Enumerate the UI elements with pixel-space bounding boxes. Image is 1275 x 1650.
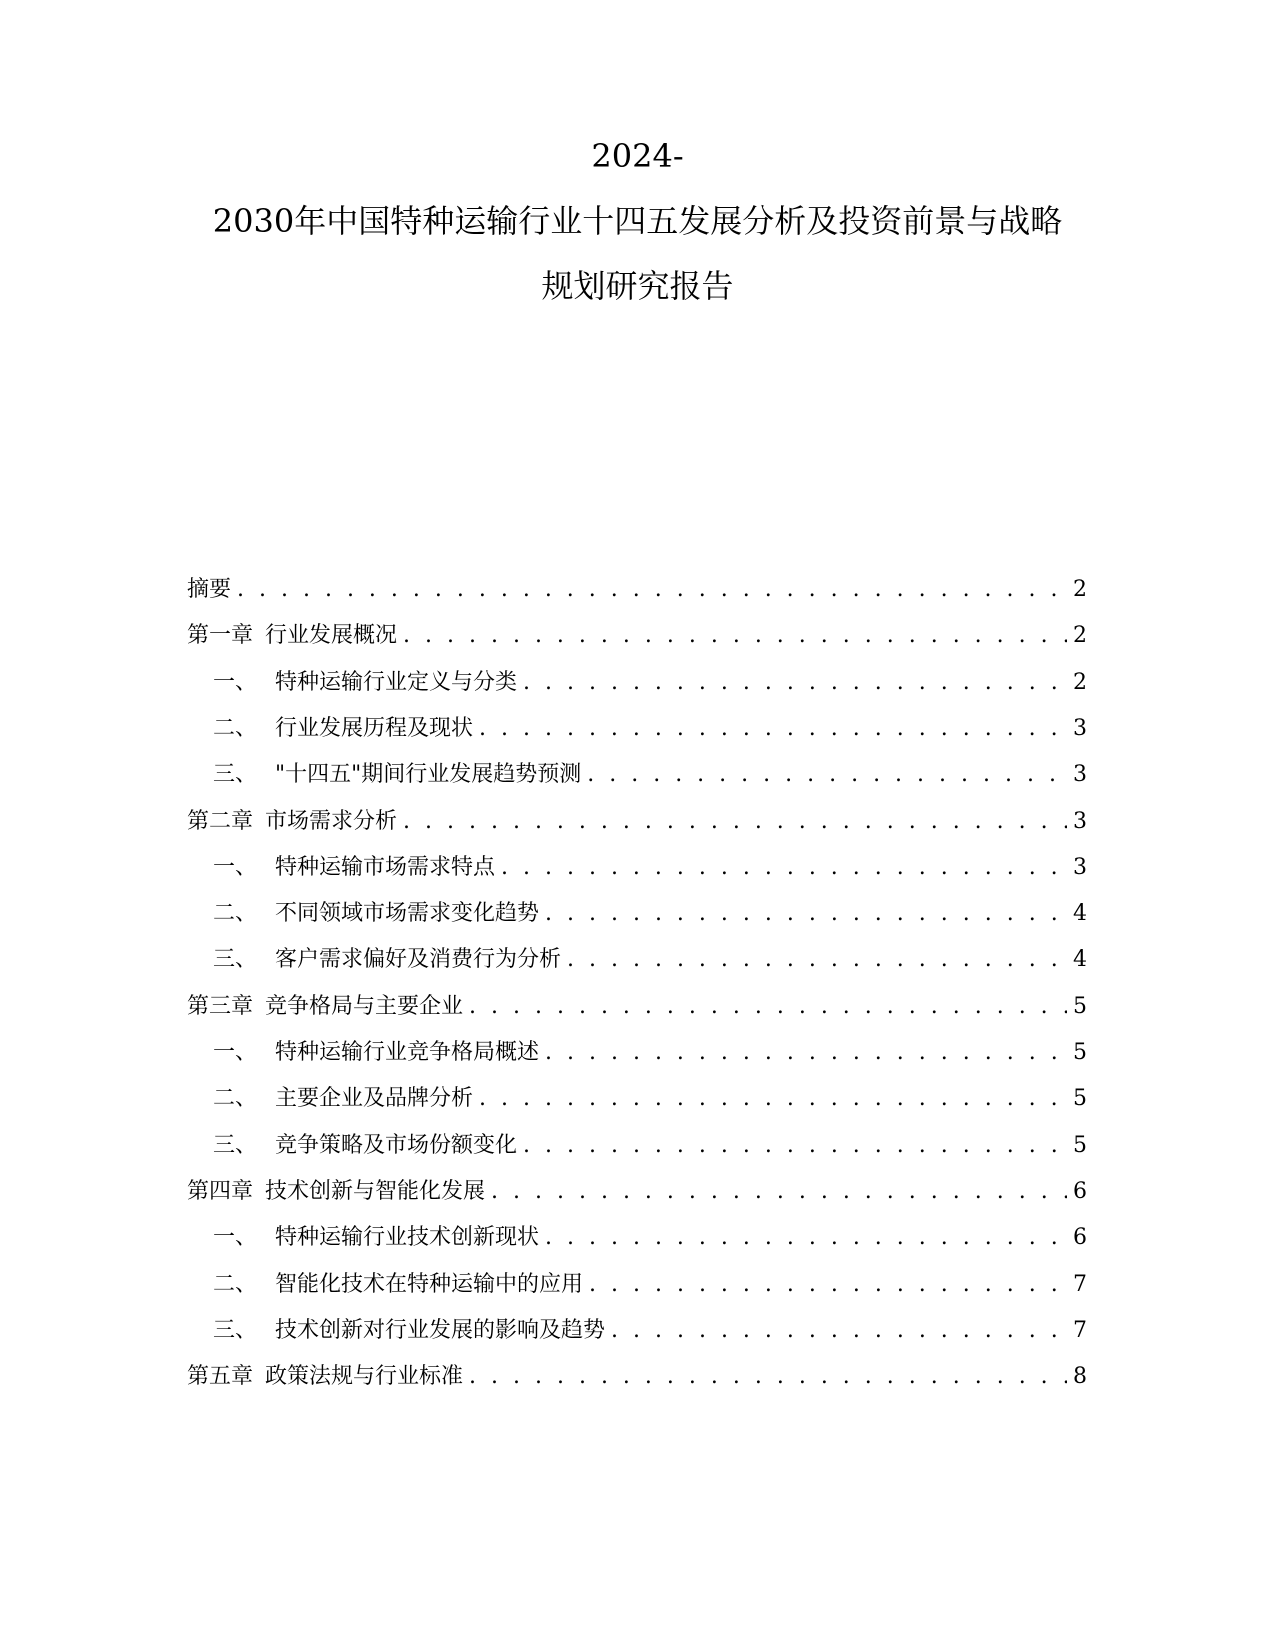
toc-page-number: 3 — [1073, 762, 1087, 787]
toc-entry[interactable] — [213, 1223, 1087, 1253]
toc-page-number: 3 — [1073, 716, 1087, 741]
toc-entry[interactable] — [213, 899, 1087, 929]
section-number: 二、 — [213, 1086, 258, 1111]
toc-page-number: 4 — [1073, 947, 1087, 972]
toc-entry-label: 不同领域市场需求变化趋势 — [275, 901, 540, 926]
toc-page-number: 5 — [1073, 1040, 1087, 1065]
toc-page-number: 5 — [1073, 994, 1087, 1019]
section-number: 三、 — [213, 1318, 258, 1343]
title-line-1: 2024- — [591, 137, 684, 175]
toc-entry-label: 市场需求分析 — [265, 809, 398, 834]
dot-leader — [403, 621, 1067, 651]
toc-page-number: 7 — [1073, 1272, 1087, 1297]
toc-page-number: 6 — [1073, 1225, 1087, 1250]
dot-leader — [545, 1038, 1067, 1068]
toc-entry[interactable] — [213, 1038, 1087, 1068]
chapter-number: 第三章 — [187, 994, 254, 1019]
toc-entry[interactable] — [187, 575, 1087, 605]
section-number: 二、 — [213, 901, 258, 926]
toc-entry-label: 摘要 — [187, 577, 232, 602]
toc-entry[interactable] — [213, 668, 1087, 698]
toc-entry-label: 主要企业及品牌分析 — [275, 1086, 474, 1111]
toc-page-number: 4 — [1073, 901, 1087, 926]
toc-page-number: 7 — [1073, 1318, 1087, 1343]
section-number: 一、 — [213, 1225, 258, 1250]
toc-page-number: 2 — [1073, 577, 1087, 602]
dot-leader — [567, 945, 1067, 975]
chapter-number: 第一章 — [187, 623, 254, 648]
toc-entry-label: 特种运输行业技术创新现状 — [275, 1225, 540, 1250]
toc-page-number: 2 — [1073, 623, 1087, 648]
section-number: 三、 — [213, 762, 258, 787]
dot-leader — [587, 760, 1067, 790]
toc-entry-label: 特种运输行业定义与分类 — [275, 670, 518, 695]
toc-page-number: 3 — [1073, 855, 1087, 880]
dot-leader — [523, 1131, 1067, 1161]
toc-entry[interactable] — [213, 1270, 1087, 1300]
dot-leader — [501, 853, 1067, 883]
toc-entry-label: 竞争格局与主要企业 — [265, 994, 464, 1019]
toc-entry-label: 智能化技术在特种运输中的应用 — [275, 1272, 584, 1297]
section-number: 二、 — [213, 716, 258, 741]
toc-entry[interactable] — [213, 714, 1087, 744]
dot-leader — [545, 1223, 1067, 1253]
title-line-3: 规划研究报告 — [541, 267, 734, 305]
dot-leader — [403, 807, 1067, 837]
section-number: 三、 — [213, 1133, 258, 1158]
dot-leader — [611, 1316, 1067, 1346]
section-number: 一、 — [213, 670, 258, 695]
toc-entry-label: 技术创新与智能化发展 — [265, 1179, 486, 1204]
toc-entry[interactable] — [187, 1177, 1087, 1207]
toc-entry[interactable] — [213, 1316, 1087, 1346]
toc-entry-label: 政策法规与行业标准 — [265, 1364, 464, 1389]
dot-leader — [469, 992, 1067, 1022]
toc-entry-label: 行业发展历程及现状 — [275, 716, 474, 741]
toc-entry-label: 行业发展概况 — [265, 623, 398, 648]
section-number: 一、 — [213, 1040, 258, 1065]
toc-entry[interactable] — [187, 1362, 1087, 1392]
dot-leader — [491, 1177, 1067, 1207]
toc-entry-label: 竞争策略及市场份额变化 — [275, 1133, 518, 1158]
toc-page-number: 8 — [1073, 1364, 1087, 1389]
toc-page-number: 5 — [1073, 1133, 1087, 1158]
toc-entry[interactable] — [213, 1084, 1087, 1114]
section-number: 二、 — [213, 1272, 258, 1297]
dot-leader — [545, 899, 1067, 929]
toc-entry[interactable] — [213, 853, 1087, 883]
dot-leader — [589, 1270, 1067, 1300]
toc-entry-label: 客户需求偏好及消费行为分析 — [275, 947, 562, 972]
toc-entry-label: 技术创新对行业发展的影响及趋势 — [275, 1318, 606, 1343]
toc-entry[interactable] — [187, 621, 1087, 651]
chapter-number: 第二章 — [187, 809, 254, 834]
toc-entry[interactable] — [213, 1131, 1087, 1161]
section-number: 一、 — [213, 855, 258, 880]
toc-entry[interactable] — [187, 807, 1087, 837]
toc-page-number: 2 — [1073, 670, 1087, 695]
dot-leader — [523, 668, 1067, 698]
toc-page-number: 3 — [1073, 809, 1087, 834]
toc-entry[interactable] — [187, 992, 1087, 1022]
dot-leader — [479, 714, 1067, 744]
dot-leader — [469, 1362, 1067, 1392]
chapter-number: 第五章 — [187, 1364, 254, 1389]
toc-entry-label: "十四五"期间行业发展趋势预测 — [275, 762, 582, 787]
section-number: 三、 — [213, 947, 258, 972]
toc-page-number: 6 — [1073, 1179, 1087, 1204]
document-title — [0, 137, 1275, 335]
title-line-2: 2030年中国特种运输行业十四五发展分析及投资前景与战略 — [212, 202, 1063, 240]
toc-entry-label: 特种运输市场需求特点 — [275, 855, 496, 880]
dot-leader — [479, 1084, 1067, 1114]
toc-entry-label: 特种运输行业竞争格局概述 — [275, 1040, 540, 1065]
toc-entry[interactable] — [213, 760, 1087, 790]
toc-entry[interactable] — [213, 945, 1087, 975]
toc-page-number: 5 — [1073, 1086, 1087, 1111]
chapter-number: 第四章 — [187, 1179, 254, 1204]
dot-leader — [237, 575, 1067, 605]
